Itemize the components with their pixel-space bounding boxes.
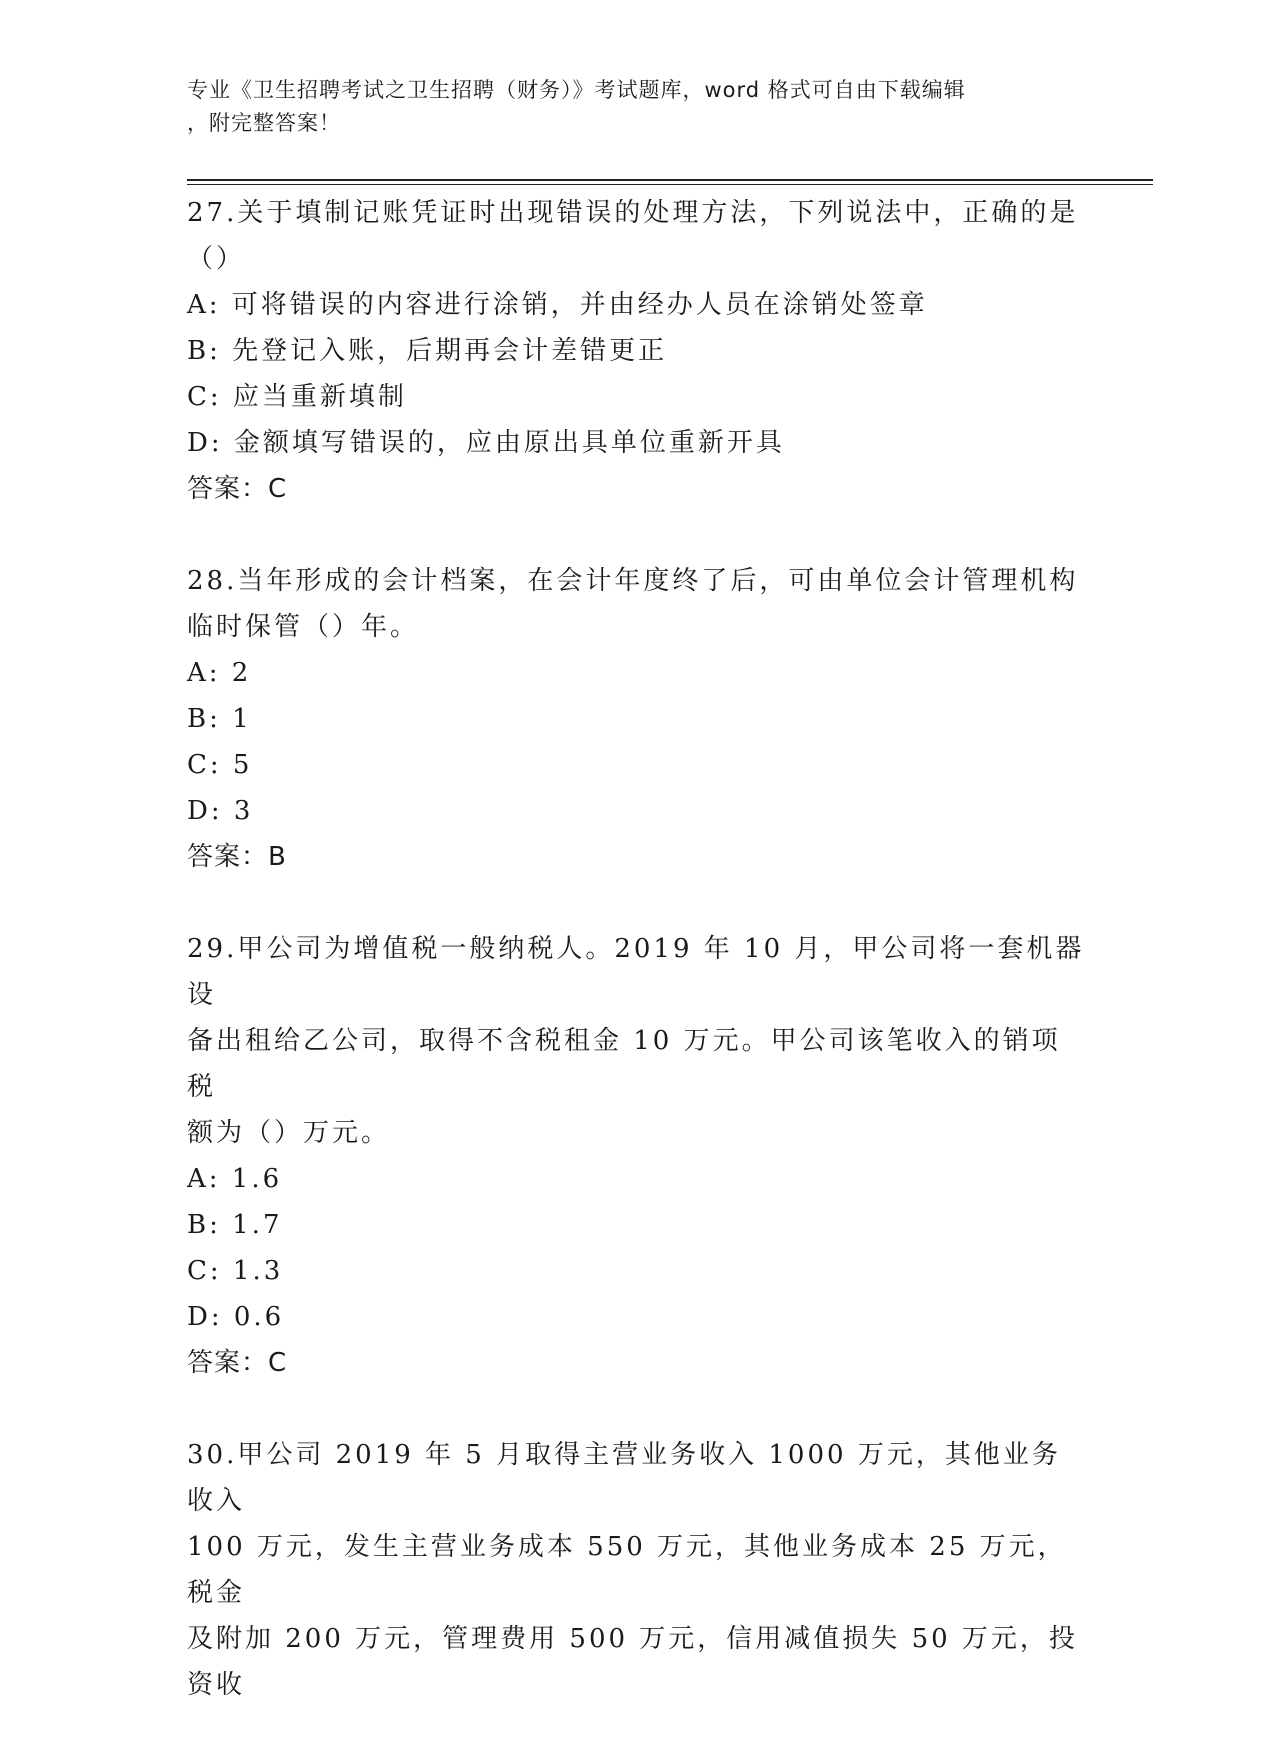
option-b: B: 1 <box>187 704 252 734</box>
question-text-line: 备出租给乙公司，取得不含税租金 10 万元。甲公司该笔收入的销项税 <box>187 1026 1061 1102</box>
question-28 <box>187 558 1087 880</box>
question-text-line: 30.甲公司 2019 年 5 月取得主营业务收入 1000 万元，其他业务收入 <box>187 1440 1061 1516</box>
option-d: D: 0.6 <box>187 1302 285 1332</box>
question-text-line: 临时保管（）年。 <box>187 612 420 642</box>
option-c: C: 应当重新填制 <box>187 382 407 412</box>
answer: 答案：C <box>187 1348 288 1378</box>
question-29 <box>187 926 1087 1386</box>
header-rule-thin <box>187 184 1153 185</box>
question-text-line: 28.当年形成的会计档案，在会计年度终了后，可由单位会计管理机构 <box>187 566 1079 596</box>
header-line-1: 专业《卫生招聘考试之卫生招聘（财务）》考试题库，word 格式可自由下载编辑 <box>187 78 966 102</box>
answer: 答案：C <box>187 474 288 504</box>
header-rule-thick <box>187 179 1153 181</box>
option-d: D: 金额填写错误的，应由原出具单位重新开具 <box>187 428 785 458</box>
question-text-line: （） <box>187 244 246 274</box>
option-a: A: 可将错误的内容进行涂销，并由经办人员在涂销处签章 <box>187 290 928 320</box>
document-header <box>187 74 1067 140</box>
question-text-line: 27.关于填制记账凭证时出现错误的处理方法，下列说法中，正确的是 <box>187 198 1079 228</box>
question-text-line: 100 万元，发生主营业务成本 550 万元，其他业务成本 25 万元，税金 <box>187 1532 1067 1608</box>
option-c: C: 1.3 <box>187 1256 284 1286</box>
option-b: B: 先登记入账，后期再会计差错更正 <box>187 336 668 366</box>
question-text-line: 额为（）万元。 <box>187 1118 391 1148</box>
question-list <box>187 190 1087 1754</box>
question-30 <box>187 1432 1087 1708</box>
question-27 <box>187 190 1087 512</box>
option-c: C: 5 <box>187 750 253 780</box>
option-a: A: 1.6 <box>187 1164 283 1194</box>
option-b: B: 1.7 <box>187 1210 283 1240</box>
question-text-line: 及附加 200 万元，管理费用 500 万元，信用减值损失 50 万元，投资收 <box>187 1624 1078 1700</box>
header-line-2: ，附完整答案！ <box>187 111 341 135</box>
answer: 答案：B <box>187 842 287 872</box>
option-a: A: 2 <box>187 658 252 688</box>
question-text-line: 29.甲公司为增值税一般纳税人。2019 年 10 月，甲公司将一套机器设 <box>187 934 1085 1010</box>
option-d: D: 3 <box>187 796 254 826</box>
